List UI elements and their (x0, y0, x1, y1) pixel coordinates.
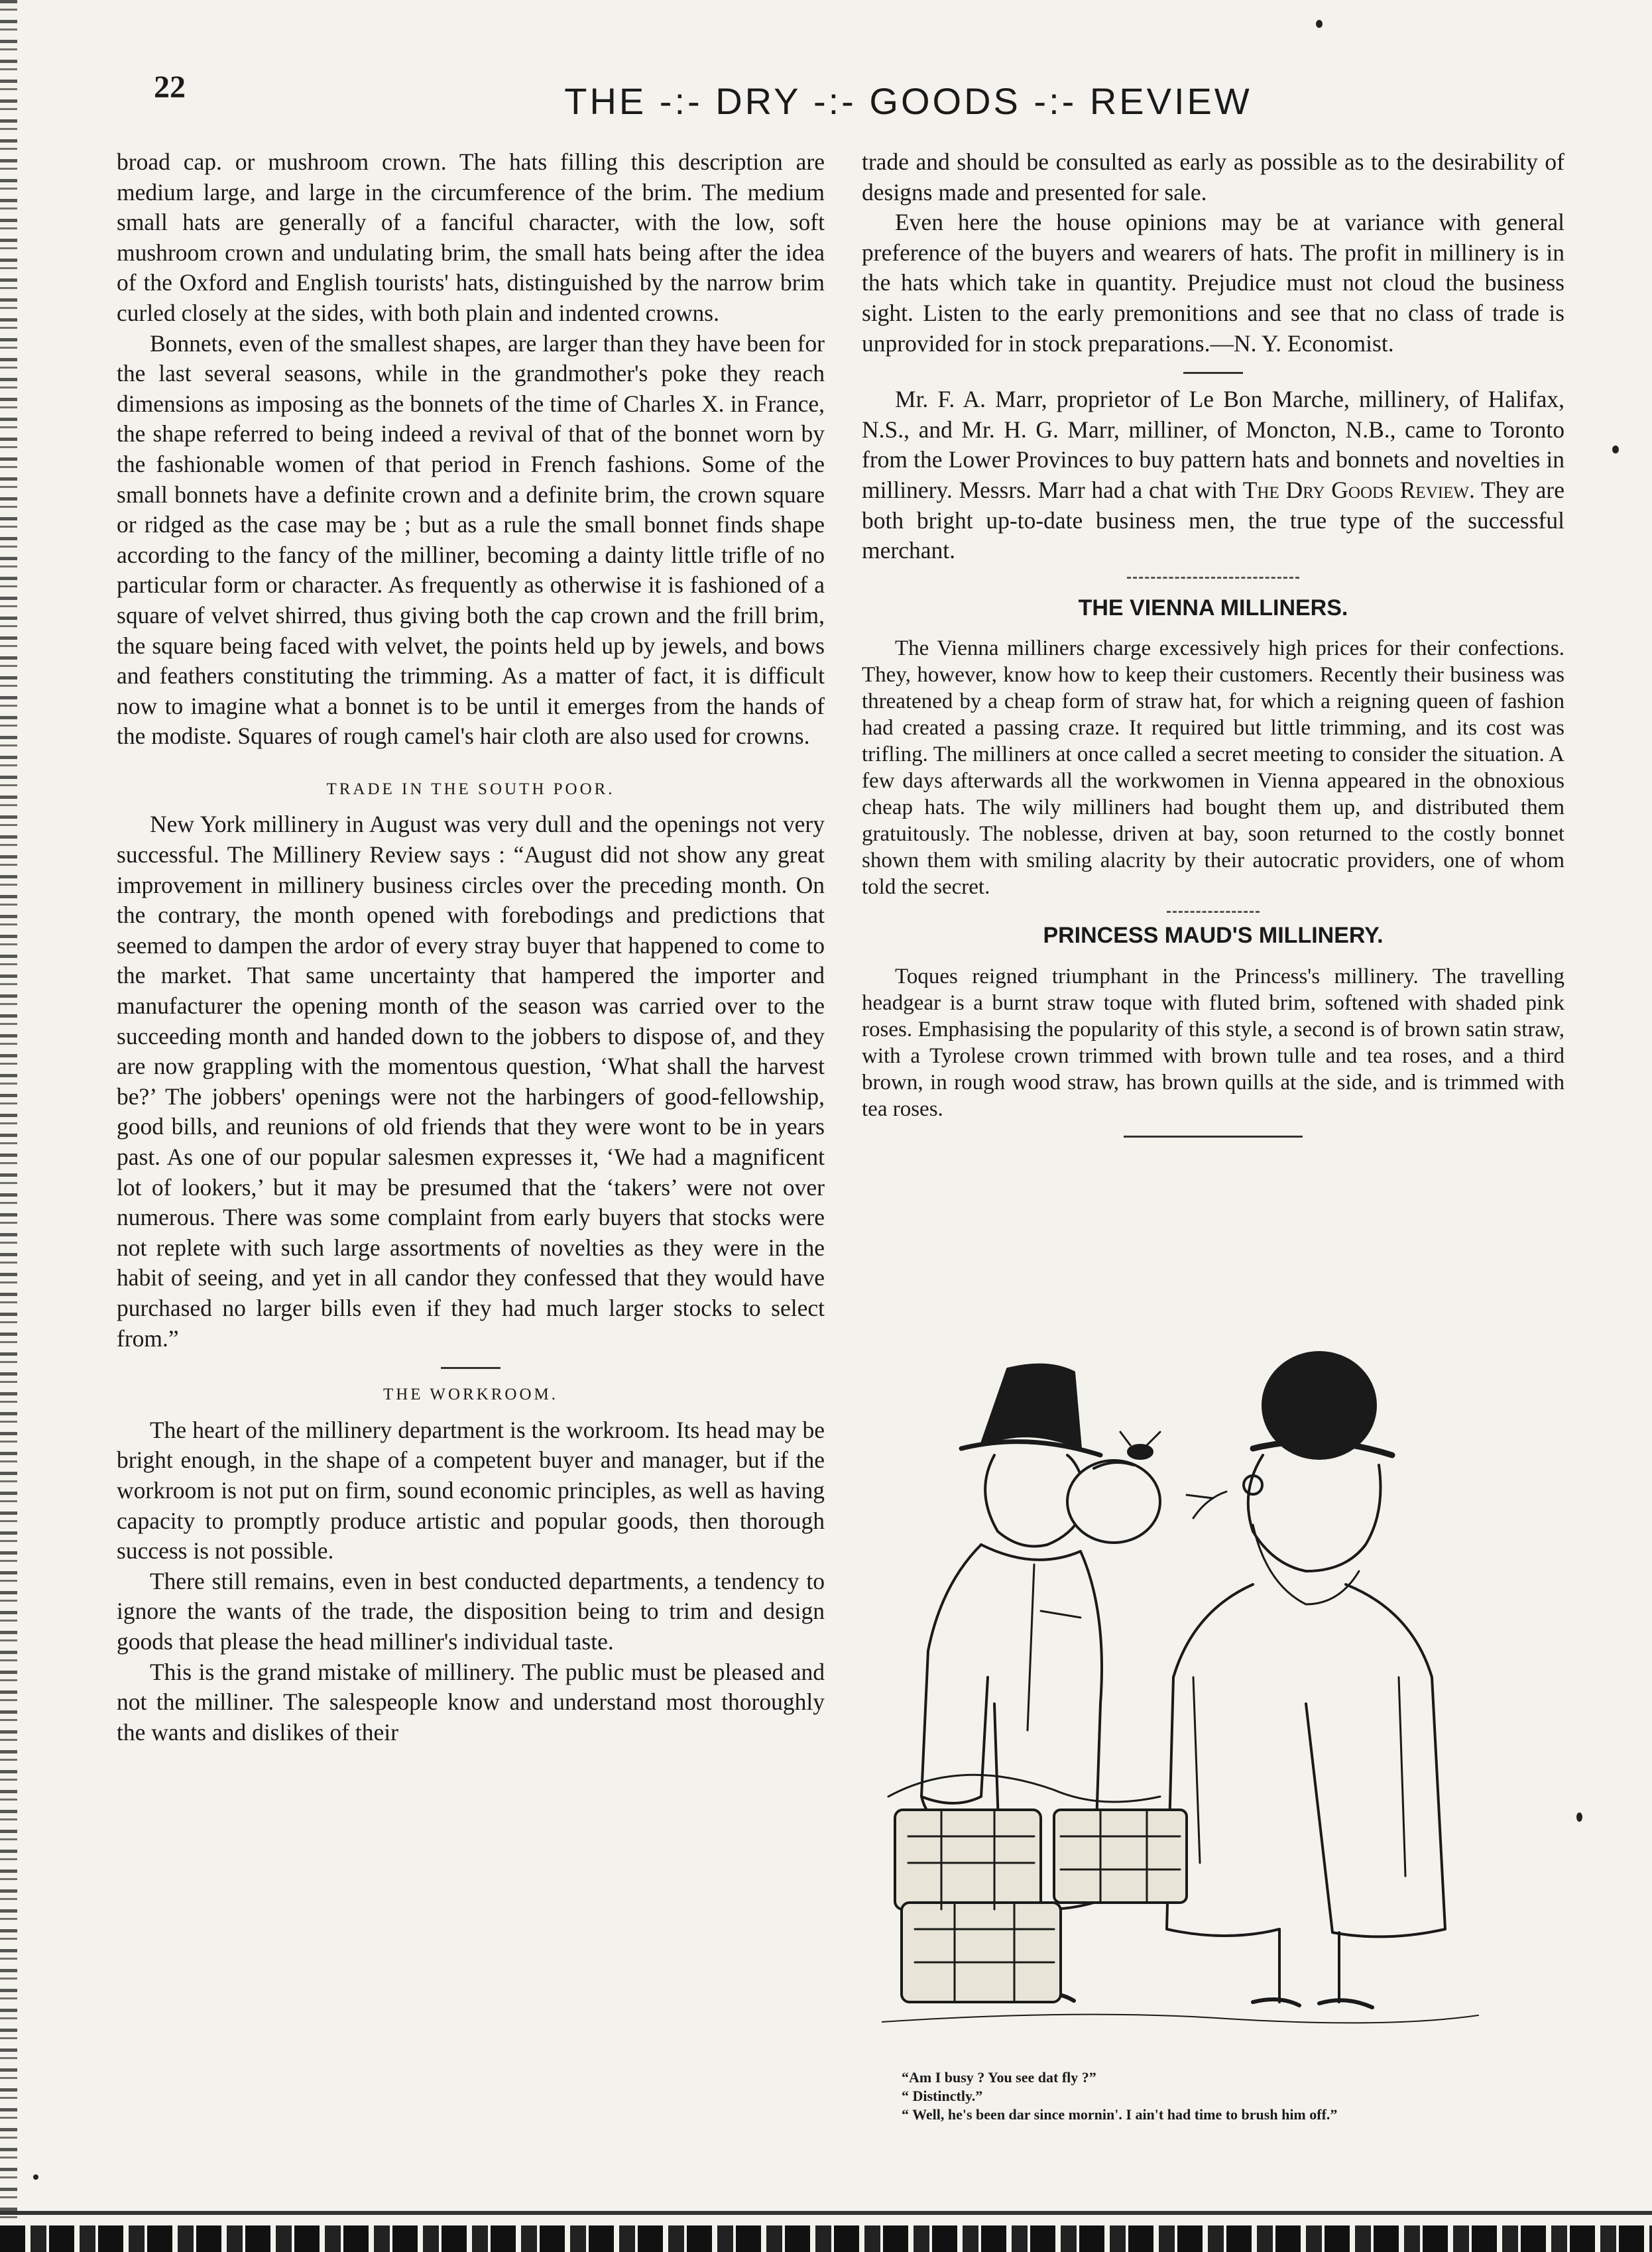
running-head: THE -:- DRY -:- GOODS -:- REVIEW (564, 80, 1252, 122)
article-paragraph: Even here the house opinions may be at variance with general preference of the buyers and wearers of hats. The profit in millinery is in the hats which take in quantity. Prejudice must not cloud the business sight. Listen to the early premonitions and see that no class of trade is unprovided for in stock preparations.—N. Y. Economist. (862, 209, 1564, 357)
section-heading-trade: TRADE IN THE SOUTH POOR. (326, 780, 615, 798)
article-paragraph: broad cap. or mushroom crown. The hats filling this description are medium large, and large in the circumference of the brim. The medium small hats are generally of a fanciful character, with the low, soft mushroom crown and undulating brim, the small hats being after the idea of the Oxford and English tourists' hats, distinguished by the narrow brim curled closely at the sides, with both plain and indented crowns. (117, 148, 825, 326)
cartoon-caption (902, 2068, 1564, 2124)
article-paragraph: There still remains, even in best conducted departments, a tendency to ignore the wants of the trade, the disposition being to trim and design goods that please the head milliner's individual taste. (117, 1567, 825, 1655)
caption-line: “ Distinctly.” (902, 2088, 983, 2104)
ink-speck (1612, 445, 1619, 453)
paragraph-text: They are both bright up-to-date business men, the true type of the successful merchant. (862, 476, 1564, 564)
bottom-scan-edge (0, 2225, 1652, 2252)
section-divider (1124, 1136, 1303, 1138)
article-paragraph: This is the grand mistake of millinery. The public must be pleased and not the milliner. The salespeople know and understand most thoroughly the wants and dislikes of their (117, 1658, 825, 1746)
article-paragraph (862, 385, 1564, 566)
page-number: 22 (154, 70, 186, 105)
article-paragraph: trade and should be consulted as early as possible as to the desirability of designs made and presented for sale. (862, 148, 1564, 206)
paragraph-text: Mr. F. A. Marr, proprietor of Le Bon Marche, millinery, of Halifax, N.S., and Mr. H. G. Marr, milliner, of Moncton, N.B., came to Toronto from the Lower Provinces to buy pattern hats and bonnets and novelties in millinery. Messrs. Marr had a chat with (862, 386, 1564, 503)
section-divider (1183, 372, 1243, 374)
section-heading-maud: PRINCESS MAUD'S MILLINERY. (1043, 923, 1384, 949)
article-paragraph: New York millinery in August was very dull and the openings not very successful. The Millinery Review says : “August did not show any great improvement in millinery business circles over the preceding month. On the contrary, the month opened with forebodings and predictions that seemed to dampen the ardor of every stray buyer that happened to come to the market. That same uncertainty that hampered the importer and manufacturer the opening month of the season was carried over to the succeeding month and handed down to the jobbers to dispose of, and they are now grappling with the momentous question, ‘What shall the harvest be?’ The jobbers' openings were not the harbingers of good-fellowship, good bills, and reunions of old friends that they were wont to be in years past. As one of our popular salesmen expresses it, ‘We had a magnificent lot of lookers,’ but it may be presumed that the ‘takers’ were not over numerous. There was some complaint from early buyers that stocks were not replete with such large assortments of novelties as they were in the habit of seeing, and yet in all candor they confessed that they would have purchased no larger bills even if they had much larger stocks to select from.” (117, 811, 825, 1352)
binding-edge (0, 0, 17, 2252)
ink-speck (33, 2174, 38, 2180)
publication-name: The Dry Goods Review. (1242, 476, 1475, 503)
ink-speck (1316, 20, 1323, 28)
left-column (117, 147, 825, 1748)
bottom-rule (0, 2211, 1652, 2215)
section-divider (441, 1367, 501, 1369)
top-hat-icon (981, 1365, 1081, 1449)
caption-line: “Am I busy ? You see dat fly ?” (902, 2069, 1096, 2086)
article-paragraph: The heart of the millinery department is the workroom. Its head may be bright enough, in the shape of a competent buyer and manager, but if the workroom is not put on firm, sound economic principles, as well as having capacity to promptly produce artistic and popular goods, then thorough success is not possible. (117, 1416, 825, 1565)
section-heading-workroom: THE WORKROOM. (383, 1386, 559, 1404)
article-paragraph: Toques reigned triumphant in the Princess's millinery. The travelling headgear is a burnt straw toque with fluted brim, softened with shaded pink roses. Emphasising the popularity of this style, a second is of brown satin straw, with a Tyrolese crown trimmed with brown tulle and tea roses, and a third brown, in rough wood straw, has brown quills at the side, and is trimmed with tea roses. (862, 964, 1564, 1121)
ink-speck (1576, 1812, 1582, 1822)
right-column (862, 147, 1564, 1148)
cartoon-illustration (882, 1333, 1518, 2068)
section-heading-vienna: THE VIENNA MILLINERS. (1078, 595, 1348, 621)
section-divider (1167, 911, 1260, 913)
article-paragraph: The Vienna milliners charge excessively high prices for their confections. They, however, know how to keep their customers. Recently their business was threatened by a cheap form of straw hat, for which a reigning queen of fashion had created a passing craze. It required but little trimming, and its cost was trifling. The milliners at once called a secret meeting to consider the situation. A few days afterwards all the workwomen in Vienna appeared in the obnoxious cheap hats. The wily milliners had bought them up, and distributed them gratuitously. The noblesse, driven at bay, soon returned to the costly bonnet shown them with smiling alacrity by their autocratic providers, one of whom told the secret. (862, 636, 1564, 900)
caption-line: “ Well, he's been dar since mornin'. I ain't had time to brush him off.” (902, 2106, 1338, 2123)
article-paragraph: Bonnets, even of the smallest shapes, are larger than they have been for the last several seasons, while in the grandmother's poke they reach dimensions as imposing as the bonnets of the time of Charles X. in France, the shape referred to being indeed a revival of that of the bonnet worn by the fashionable women of that period in French fashions. Some of the small bonnets have a definite crown and a definite brim, the crown square or ridged as the case may be ; but as a rule the small bonnet finds shape according to the fancy of the milliner, becoming a dainty little trifle of no particular form or character. As frequently as otherwise it is fashioned of a square of velvet shirred, thus giving both the cap crown and the frill brim, the square being faced with velvet, the points held up by jewels, and bows and feathers constituting the trimming. As a matter of fact, it is difficult now to imagine what a bonnet is to be until it emerges from the hands of the modiste. Squares of rough camel's hair cloth are also used for crowns. (117, 329, 825, 750)
section-divider (1127, 577, 1299, 579)
